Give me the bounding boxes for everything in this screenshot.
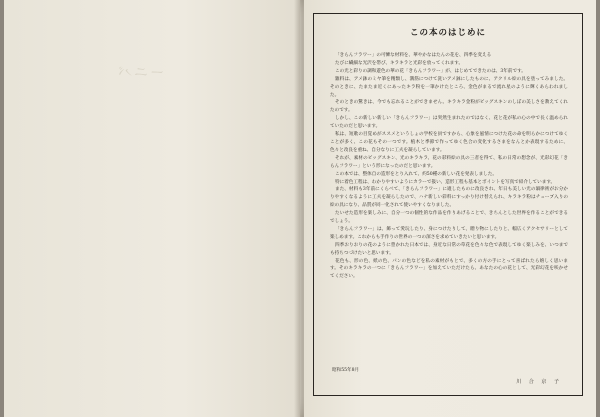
paragraph: また、材料も3年前にくらべて、「きらんフラワー」に適したものに改良され、年日も美しい光の韻律術がお分かりやすくなるように工夫を凝らしたので、ハナ新しい彩料にすっかり付け替えられ、キラキラ粉はチューブ入りの絵の具になり、品質が同一化されて使いやすくなりました。 [330, 187, 568, 209]
paragraph: 私は、短歌の目覚めがススメというしょの学校を員ですから、心象を風情につけた花の命を明らかにつけてゆくことが多く、この花もその一つです。植木と季節で作ってゆく色合の変化するさまをなんとか表現するために、色々と改良を重ね、自分なりに工夫を凝らしています。 [330, 132, 568, 153]
paragraph: 四季おりおりの花のように豊かれた日本では、身近な日常の草花を色々な色で表現してゆく楽しみを、いつまでも持ちつづけたいと思います。 [330, 242, 568, 256]
author-name: 川 合 京 子 [516, 379, 562, 385]
paragraph: しかし、この新しい新しい「きらんフラワー」は突然生まれたのではなく、花と花が私の心の中で長く温められていたのだと思います。 [330, 116, 568, 130]
body-text [330, 52, 568, 281]
left-page [4, 0, 300, 417]
show-through-text: ーニバ [116, 65, 164, 81]
paragraph: それが、素材のビッグスキン、光のキラキラ、花の彩料絵の具の三者を得て、私の日常の想念が、光彩幻花「きらんフラワー」という形になったのだと思います。 [330, 155, 568, 169]
paragraph: 特に着色工程は、わかりやすいようにカラーで扱い、造形工程も基本とポイントを写真で紹介しています。 [335, 179, 556, 185]
paragraph: 花色も、形の色、紙の色、パンの色などを私の素材がもとで、多くの方の手にとって喜ばれたら嬉しく思います。そのキラキラの一つに「きらんフラワー」を加えていただけたら、あなたの心の花として、光彩幻花を咲かせてください。 [330, 258, 568, 280]
paragraph: この光と彩りの調和遊色の華の花「きらんフラワー」が、はじめてできたのは、3年前です。 [335, 68, 526, 74]
paragraph: 「きらんフラワー」の可憐な材料を、華やかなはたんの花を、四季を変える [335, 53, 492, 58]
paragraph: たいせた造形を楽しみに、自分一つの個性的な作品を作りあげることで、きちんとした世界を作ることができるでしょう。 [330, 211, 568, 225]
paragraph: 雑料は、アメ鉢のミヤ筆を精類し、溝筋につけて洗いアメ鉢にしたものに、アクリル絵の具を塗ってみました。そのときに、たまたま近くにあったキラ粉を一筆かけたところ、金色がまるで流れ星のように輝くあらわれました。 [330, 76, 568, 98]
paragraph: 「きらんフラワー」は、飾って愛玩したり、身につけたりして、贈り物にしたりと、幅広くアクセサリーとして楽しめます。これからも手作りの世界の一つの深さを求めていきたいと思います。 [330, 226, 568, 240]
paragraph: この本では、整体自の造形をとり入れて、約50種の新しい花を発表しました。 [335, 171, 497, 177]
paragraph: そのときの驚きは、今でも忘れることができません。キラキラ金粉がビッグスキンのしぼの美しさを教えてくれたのです。 [330, 100, 568, 114]
paragraph: たびに繊細な光沢を帯び、キラキラと光彩を放ってくれます。 [335, 60, 464, 66]
text-frame [313, 13, 583, 396]
page-title: この本のはじめに [409, 28, 486, 38]
date-line: 昭和55年8月 [332, 368, 360, 373]
